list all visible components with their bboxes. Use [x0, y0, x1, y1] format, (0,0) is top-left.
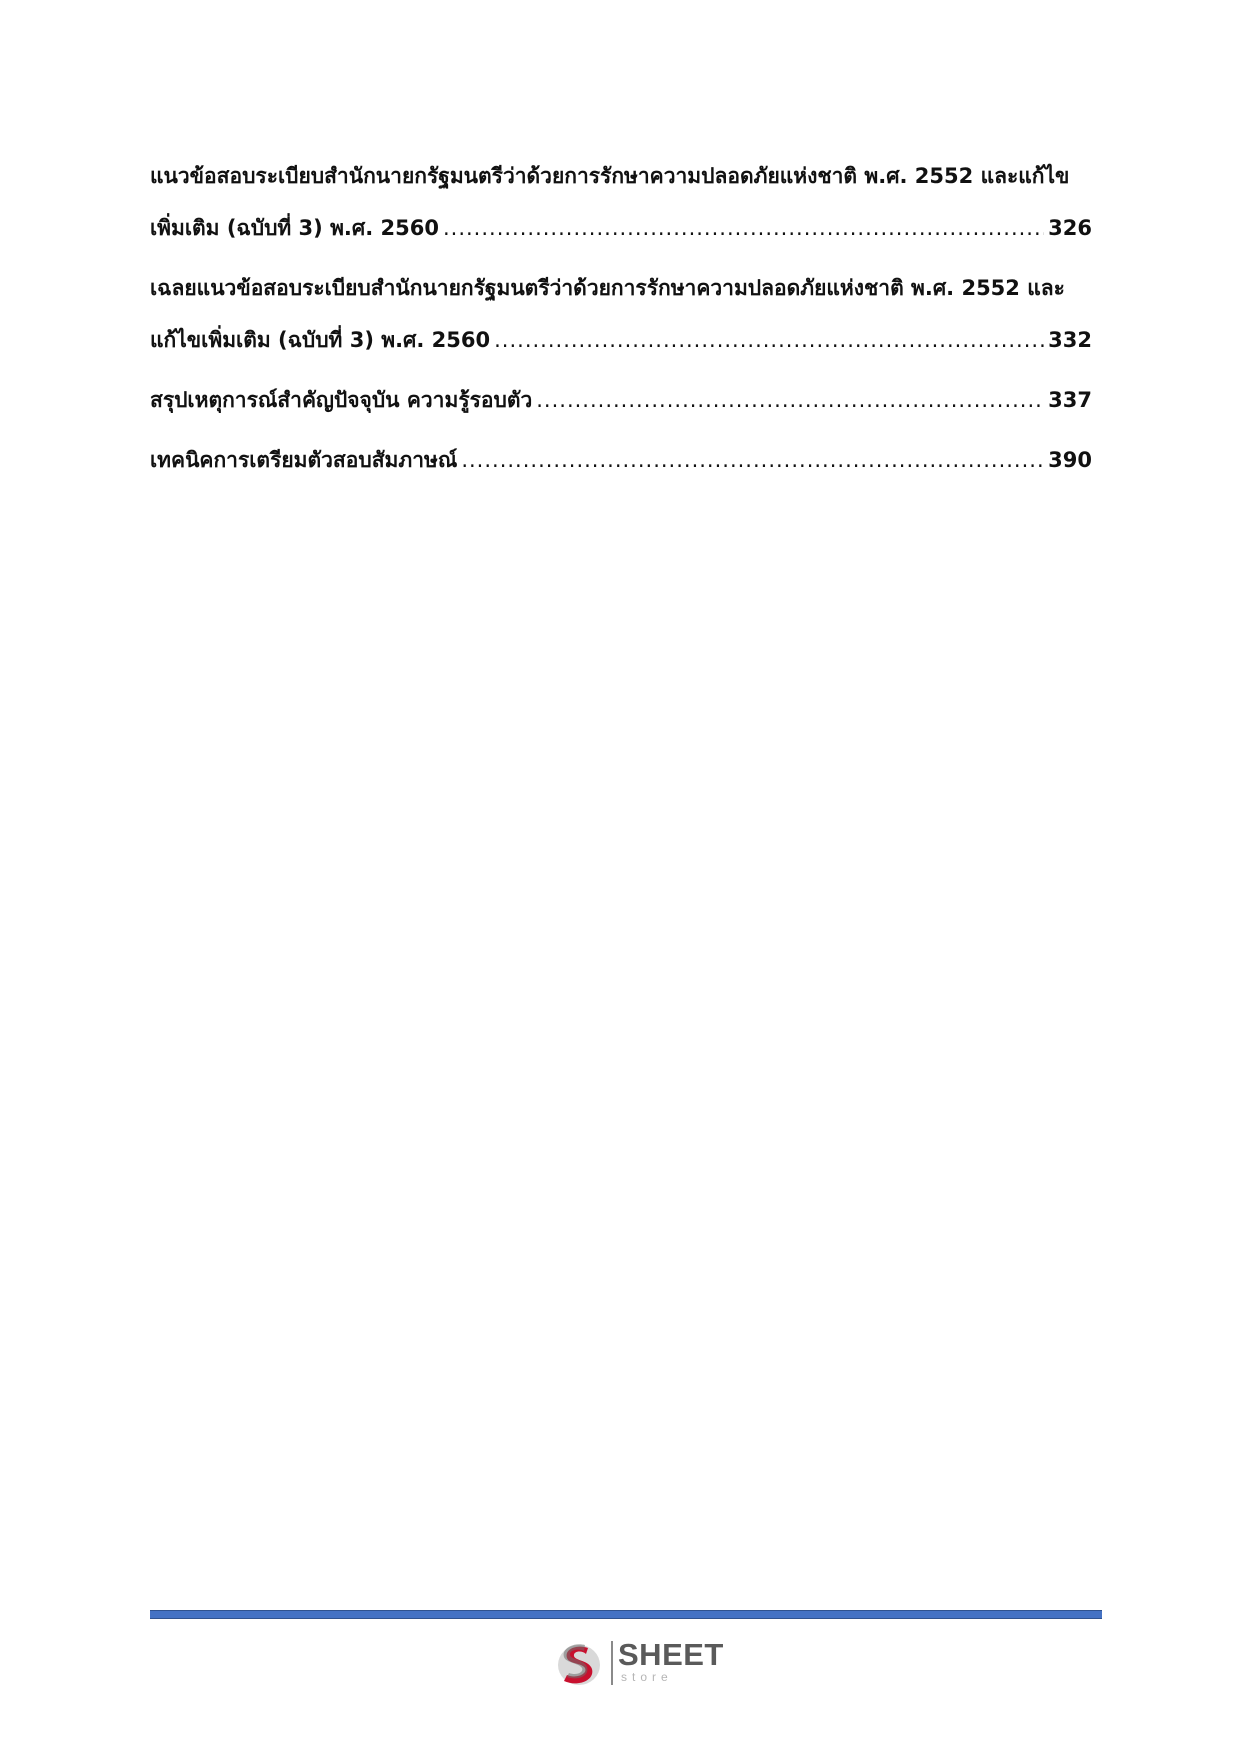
dot-leader [494, 314, 1044, 366]
toc-entry-title-line1: เฉลยแนวข้อสอบระเบียบสำนักนายกรัฐมนตรีว่าด้วยการรักษาความปลอดภัยแห่งชาติ พ.ศ. 2552 และ [150, 276, 1065, 300]
toc-entry[interactable] [150, 262, 1092, 366]
logo-separator [611, 1641, 613, 1685]
logo-subtitle: store [621, 1670, 673, 1684]
dot-leader [443, 202, 1044, 254]
toc-entry[interactable] [150, 374, 1092, 426]
table-of-contents [150, 150, 1092, 494]
toc-page-number: 326 [1048, 216, 1092, 240]
toc-entry-title-line2: เพิ่มเติม (ฉบับที่ 3) พ.ศ. 2560 [150, 216, 439, 240]
toc-entry[interactable] [150, 434, 1092, 486]
logo-wordmark: SHEET [618, 1637, 724, 1672]
toc-entry-last-line [150, 374, 1092, 426]
sheet-store-logo-icon [555, 1639, 603, 1687]
footer-rule [150, 1610, 1102, 1619]
toc-entry-title: สรุปเหตุการณ์สำคัญปัจจุบัน ความรู้รอบตัว [150, 388, 533, 412]
toc-page-number: 332 [1048, 328, 1092, 352]
dot-leader [461, 434, 1044, 486]
sheet-store-logo [555, 1637, 725, 1691]
toc-page-number: 390 [1048, 448, 1092, 472]
toc-entry-last-line [150, 314, 1092, 366]
toc-entry-last-line [150, 202, 1092, 254]
toc-page-number: 337 [1048, 388, 1092, 412]
toc-entry-title-line2: แก้ไขเพิ่มเติม (ฉบับที่ 3) พ.ศ. 2560 [150, 328, 491, 352]
toc-entry-last-line [150, 434, 1092, 486]
toc-entry-title: เทคนิคการเตรียมตัวสอบสัมภาษณ์ [150, 448, 458, 472]
toc-entry[interactable] [150, 150, 1092, 254]
dot-leader [536, 374, 1044, 426]
toc-entry-title-line1: แนวข้อสอบระเบียบสำนักนายกรัฐมนตรีว่าด้วยการรักษาความปลอดภัยแห่งชาติ พ.ศ. 2552 และแก้ไข [150, 164, 1070, 188]
